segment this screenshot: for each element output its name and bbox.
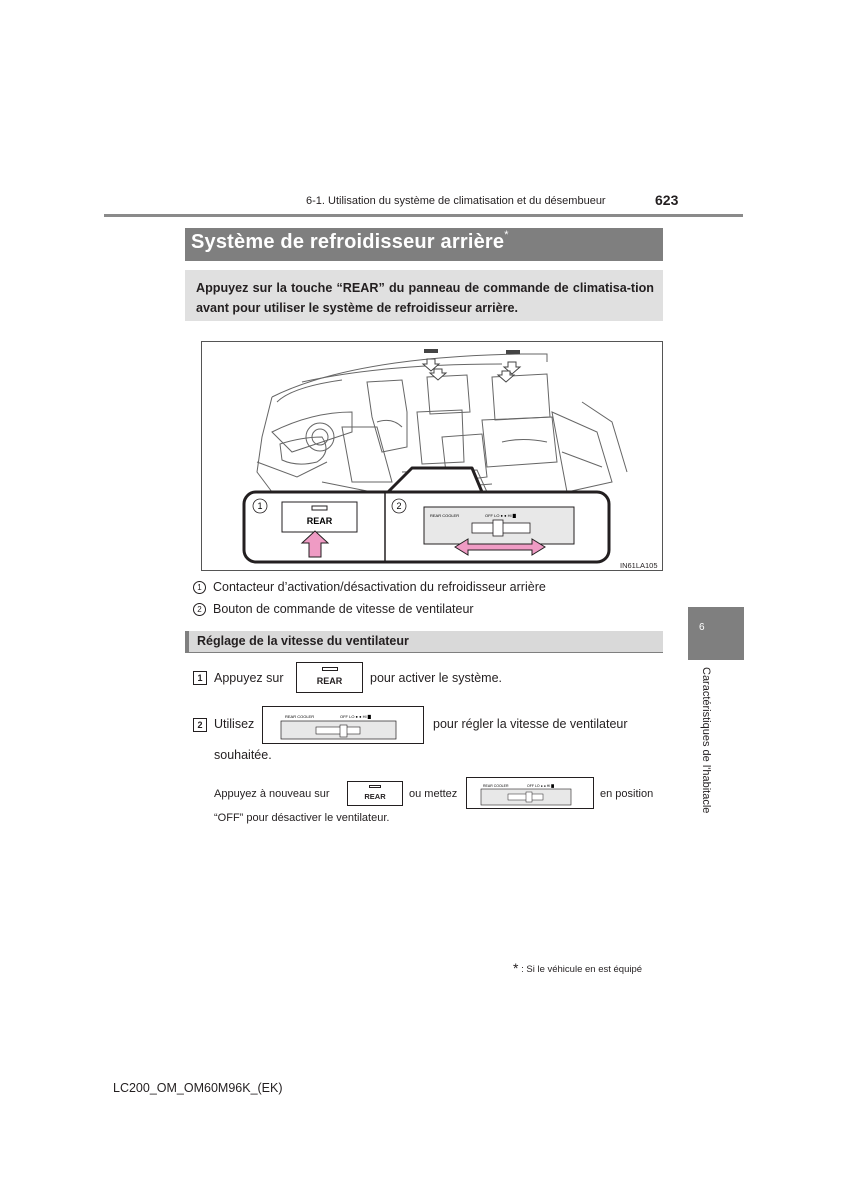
panel-icon-label: REAR COOLER: [285, 714, 315, 719]
cabin-illustration: [201, 341, 663, 571]
note-text-part1: Appuyez à nouveau sur: [214, 788, 330, 800]
intro-box: [185, 270, 663, 321]
footnote-star: *: [513, 960, 519, 976]
section-title-box: [185, 228, 663, 261]
note-text-line2: “OFF” pour désactiver le ventilateur.: [214, 812, 390, 824]
indicator-led: [369, 785, 381, 788]
section-title: Système de refroidisseur arrière: [191, 231, 505, 253]
legend-number: 1: [193, 581, 206, 594]
legend-item: [193, 602, 474, 616]
panel-small-scale: OFF LO ● ● HI ▇: [527, 784, 554, 788]
rear-button-icon-label: REAR: [316, 676, 343, 686]
running-header: 6-1. Utilisation du système de climatisation et du désembueur: [306, 195, 606, 207]
step-2-number: 2: [193, 718, 207, 732]
step-2-text-continued: souhaitée.: [214, 748, 272, 762]
step-1-text-after: pour activer le système.: [370, 671, 502, 685]
cabin-drawing: [202, 342, 662, 570]
panel-small-label: REAR COOLER: [483, 784, 509, 788]
panel-label: REAR COOLER: [430, 513, 460, 518]
indicator-led: [322, 667, 338, 671]
step-1-number: 1: [193, 671, 207, 685]
heading-accent-bar: [185, 631, 189, 652]
chapter-title-text: Caractéristiques de l'habitacle: [700, 667, 712, 814]
chapter-title-vertical: [698, 667, 712, 823]
rear-cooler-panel-small-icon: [466, 777, 594, 809]
callout-2-number: 2: [396, 501, 402, 511]
rear-button-icon: [296, 662, 363, 693]
legend-number: 2: [193, 603, 206, 616]
page-number: 623: [655, 192, 679, 208]
step-1-text-before: Appuyez sur: [214, 671, 284, 685]
figure-code: IN61LA105: [620, 561, 658, 570]
panel-icon-scale: OFF LO ● ● HI ▇: [340, 714, 371, 719]
equipment-star: *: [504, 229, 509, 241]
intro-text: Appuyez sur la touche “REAR” du panneau de commande de climatisa-tion avant pour utiliser le système de refroidisseur arrière.: [196, 281, 654, 315]
chapter-tab: [688, 607, 744, 660]
legend-item: [193, 580, 546, 594]
panel-scale: OFF LO ● ● HI ▇: [485, 513, 516, 518]
footnote: [513, 960, 642, 976]
subsection-heading: [185, 631, 663, 653]
note-text-part3: en position: [600, 788, 654, 800]
footnote-text: : Si le véhicule en est équipé: [521, 964, 643, 975]
rear-cooler-panel-icon: [262, 706, 424, 744]
header-rule: [104, 214, 743, 217]
step-2-text-before: Utilisez: [214, 717, 255, 731]
rear-button-small-icon: [347, 781, 403, 806]
chapter-number: 6: [699, 622, 705, 633]
subsection-title: Réglage de la vitesse du ventilateur: [197, 634, 409, 648]
note-text-part2: ou mettez: [409, 788, 458, 800]
rear-button-label: REAR: [306, 516, 333, 526]
rear-button-small-label: REAR: [364, 792, 386, 801]
legend-text: Bouton de commande de vitesse de ventilateur: [213, 602, 474, 616]
footer-document-code: LC200_OM_OM60M96K_(EK): [113, 1081, 283, 1095]
legend-text: Contacteur d’activation/désactivation du refroidisseur arrière: [213, 580, 546, 594]
callout-1-number: 1: [257, 501, 263, 511]
step-2-text-after: pour régler la vitesse de ventilateur: [433, 717, 628, 731]
